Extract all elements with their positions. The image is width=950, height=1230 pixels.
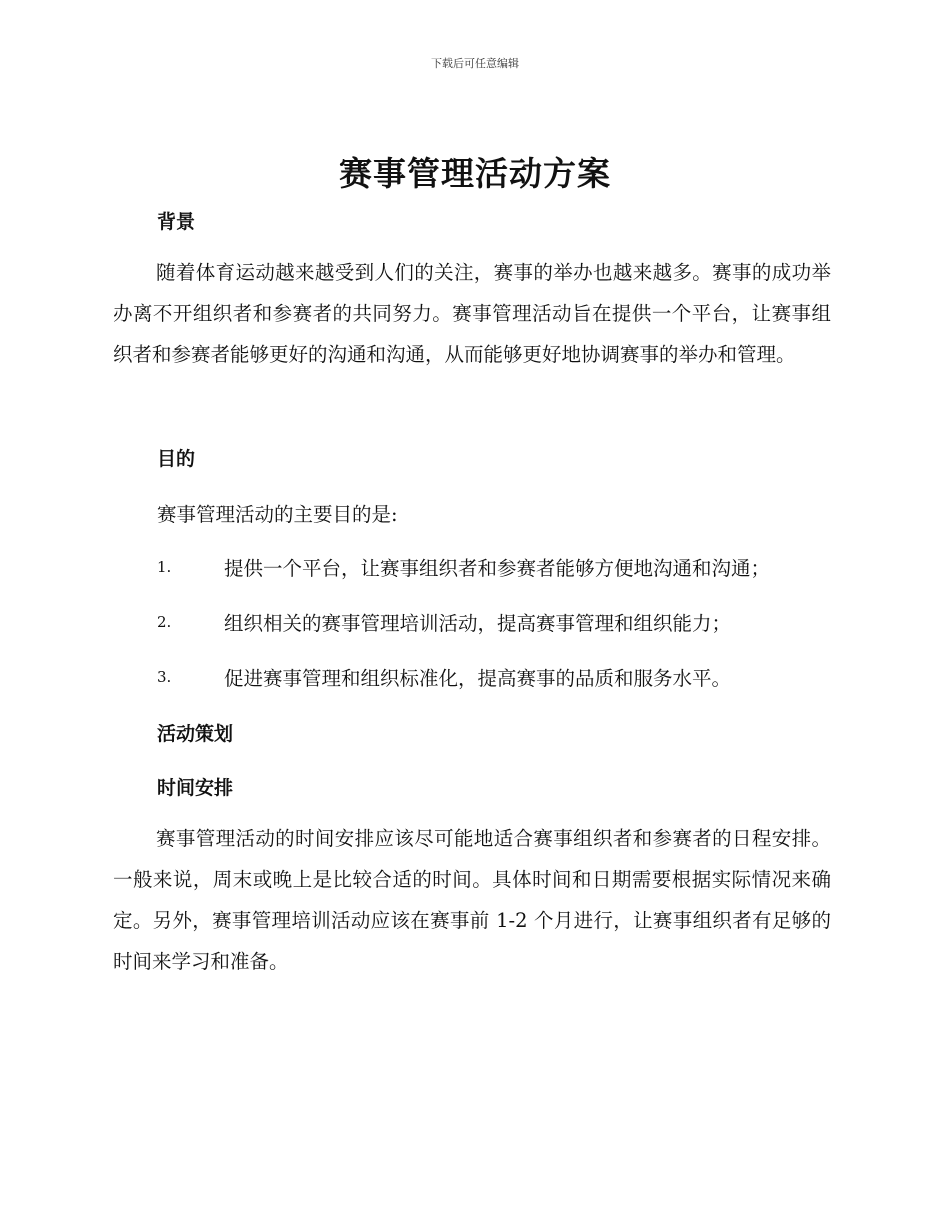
heading-purpose: 目的 <box>157 448 196 470</box>
list-number: 1. <box>157 558 172 576</box>
list-text: 提供一个平台，让赛事组织者和参赛者能够方便地沟通和沟通； <box>224 557 771 580</box>
purpose-intro: 赛事管理活动的主要目的是: <box>157 503 398 526</box>
heading-schedule: 时间安排 <box>157 777 234 799</box>
list-number: 3. <box>157 668 172 686</box>
heading-background: 背景 <box>157 211 196 233</box>
list-item <box>157 553 770 581</box>
list-item <box>157 608 731 636</box>
heading-planning: 活动策划 <box>157 723 234 745</box>
list-text: 促进赛事管理和组织标准化，提高赛事的品质和服务水平。 <box>224 667 732 690</box>
document-title: 赛事管理活动方案 <box>339 154 611 193</box>
list-text: 组织相关的赛事管理培训活动，提高赛事管理和组织能力； <box>224 612 732 635</box>
header-note: 下载后可任意编辑 <box>431 57 519 70</box>
list-number: 2. <box>157 613 172 631</box>
paragraph-background: 随着体育运动越来越受到人们的关注，赛事的举办也越来越多。赛事的成功举办离不开组织者和参赛者的共同努力。赛事管理活动旨在提供一个平台，让赛事组织者和参赛者能够更好的沟通和沟通，从而能够更好地协调赛事的举办和管理。 <box>113 261 831 366</box>
paragraph-schedule: 赛事管理活动的时间安排应该尽可能地适合赛事组织者和参赛者的日程安排。一般来说，周末或晚上是比较合适的时间。具体时间和日期需要根据实际情况来确定。另外，赛事管理培训活动应该在赛事前 1-2 个月进行，让赛事组织者有足够的时间来学习和准备。 <box>113 827 831 973</box>
list-item <box>157 663 731 691</box>
